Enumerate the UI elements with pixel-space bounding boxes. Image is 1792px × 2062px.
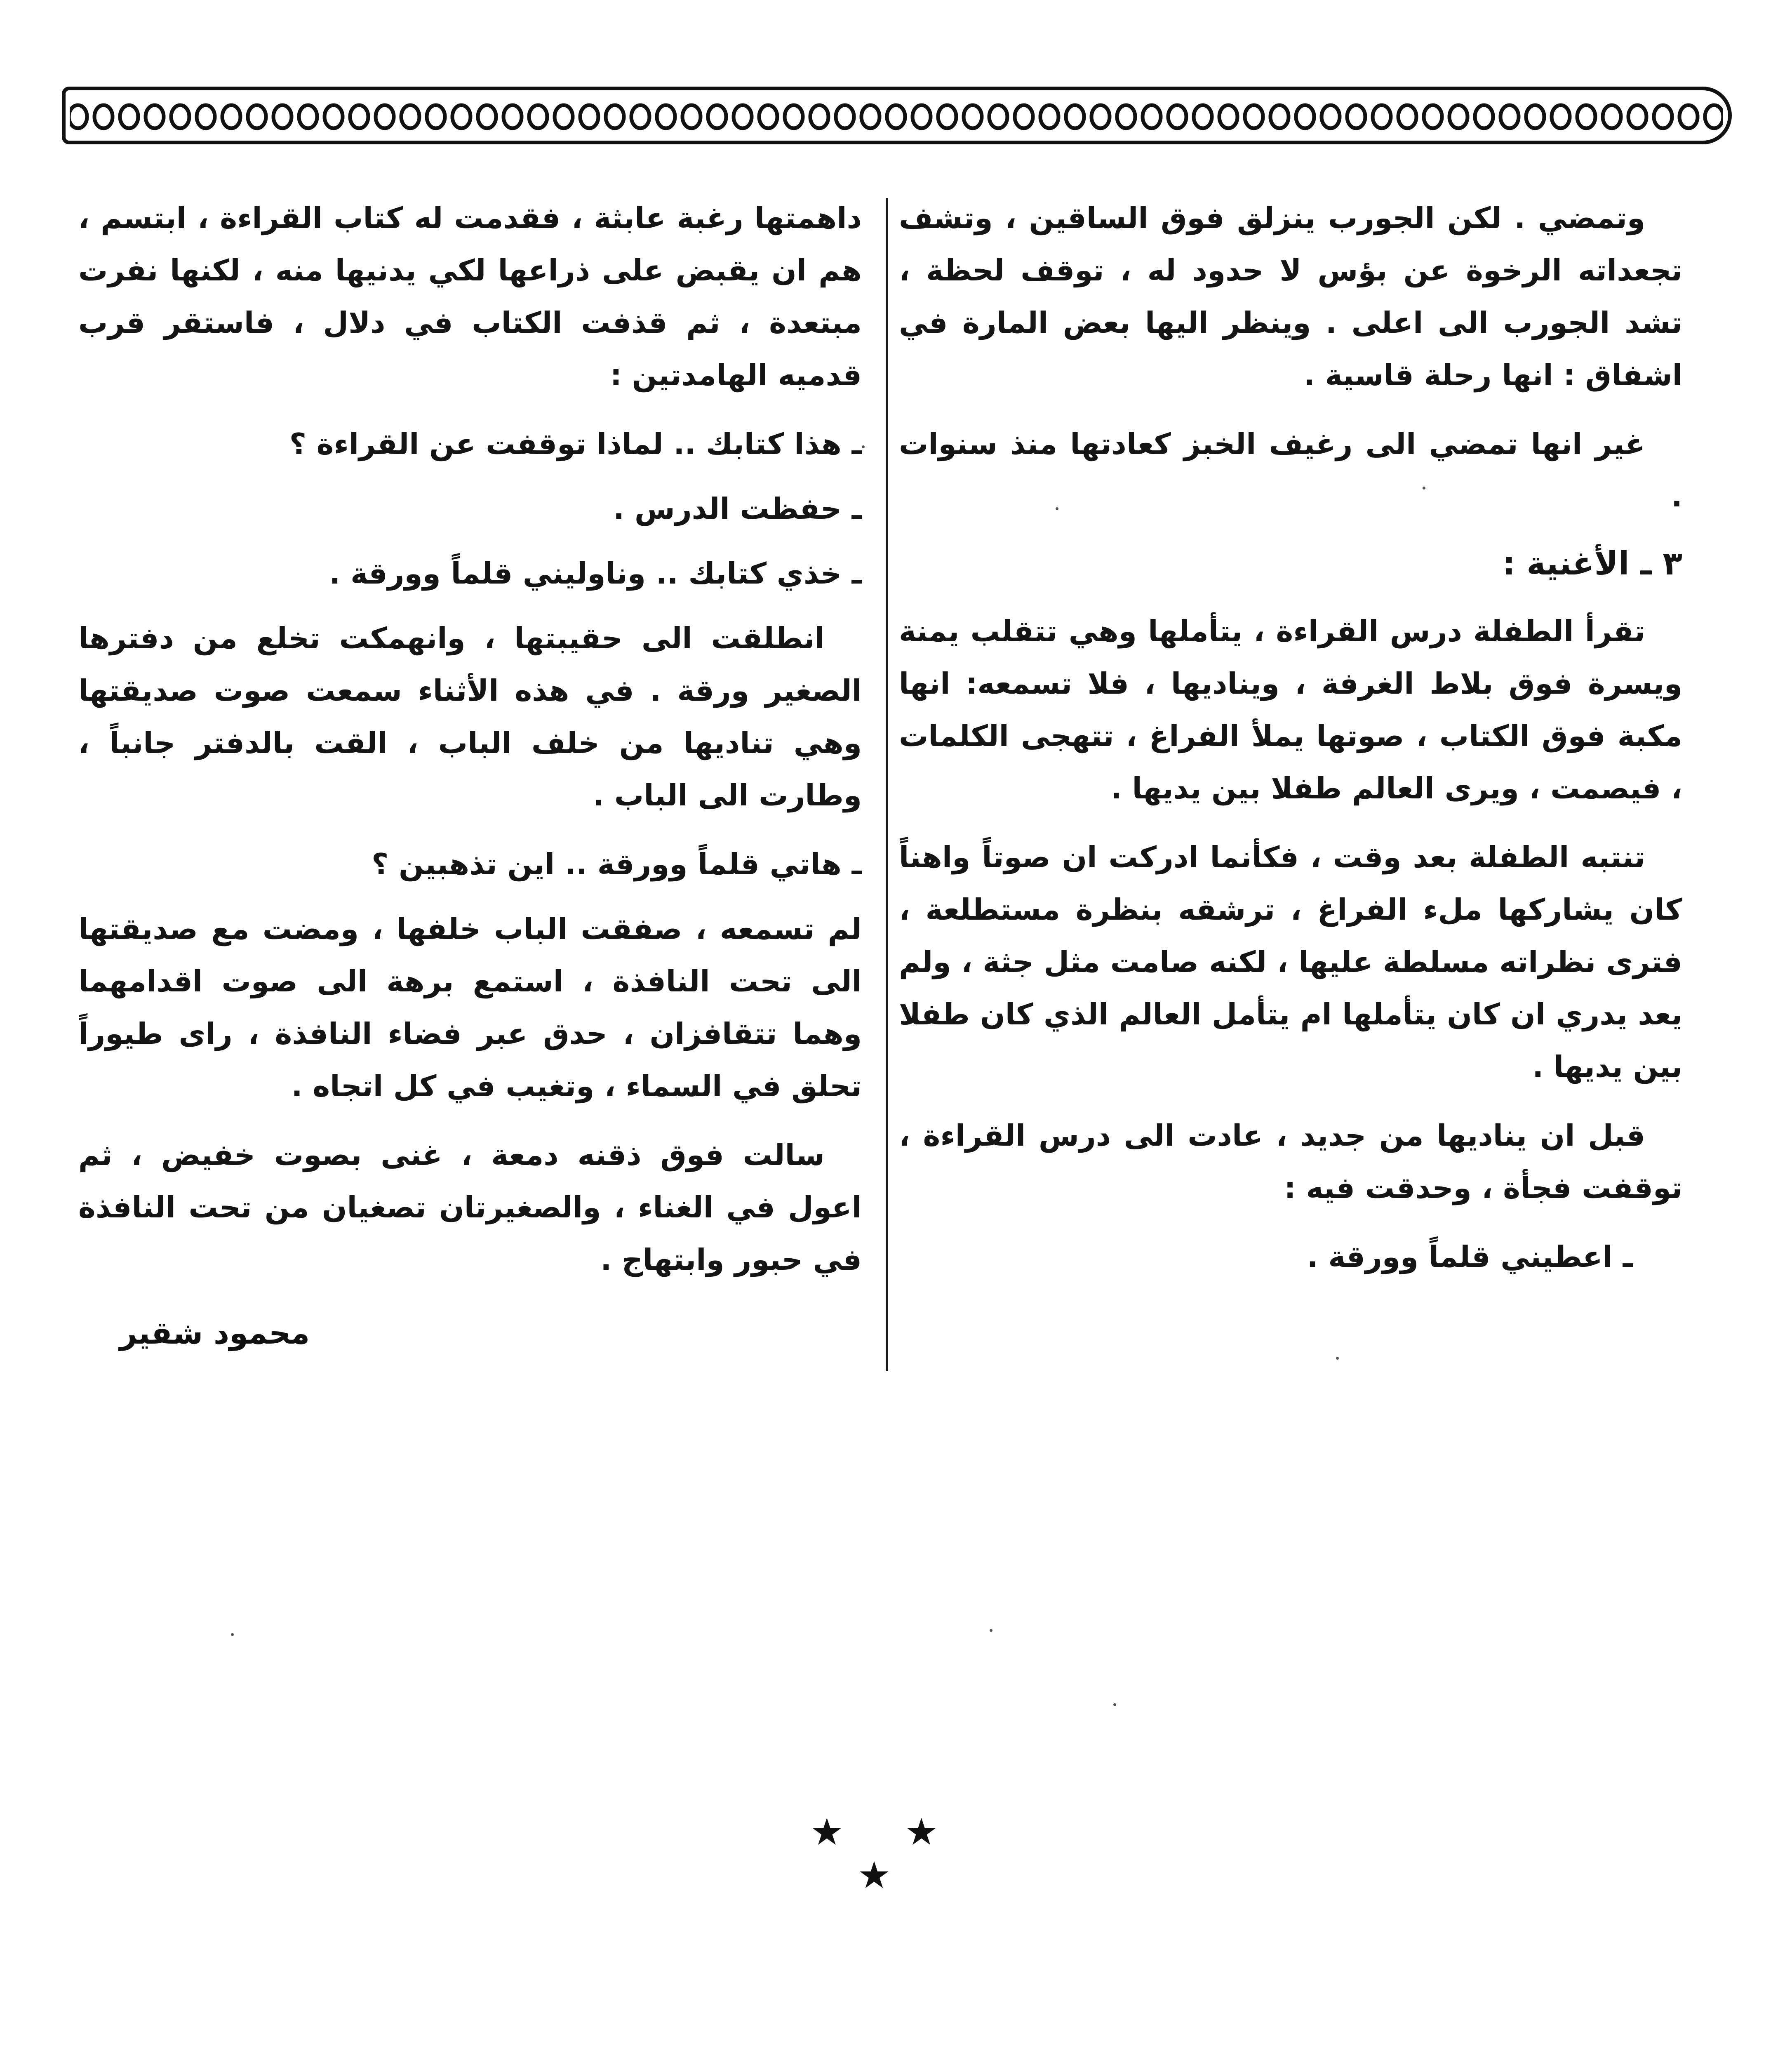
paragraph: تنتبه الطفلة بعد وقت ، فكأنما ادركت ان صوتاً واهناً كان يشاركها ملء الفراغ ، ترشقه بنظرة مستطلعة ، فترى نظراته مسلطة عليها ، لكنه صامت مثل جثة ، ولم يعد يدري ان كان يتأملها ام يتأمل العالم الذي كان طفلا بين يديها .	[899, 840, 1682, 1084]
author-signature: محمود شقير	[120, 1316, 310, 1351]
paragraph: لم تسمعه ، صفقت الباب خلفها ، ومضت مع صديقتها الى تحت النافذة ، استمع برهة الى صوت اقدامهما وهما تتقافزان ، حدق عبر فضاء النافذة ، راى طيوراً تحلق في السماء ، وتغيب في كل اتجاه .	[78, 912, 862, 1103]
dialogue-line: ـ هاتي قلماً وورقة .. اين تذهبين ؟	[372, 847, 862, 881]
section-heading: ٣ ـ الأغنية :	[1502, 545, 1682, 582]
paragraph: انطلقت الى حقيبتها ، وانهمكت تخلع من دفترها الصغير ورقة . في هذه الأثناء سمعت صوت صديقتها وهي تناديها من خلف الباب ، القت بالدفتر جانباً ، وطارت الى الباب .	[78, 621, 862, 812]
scan-speck	[1423, 487, 1425, 490]
dialogue-line: ـ حفظت الدرس .	[613, 492, 862, 526]
column-divider	[886, 198, 888, 1371]
scan-speck	[1056, 507, 1058, 510]
dialogue-line: ـ اعطيني قلماً وورقة .	[1307, 1240, 1633, 1274]
paragraph: وتمضي . لكن الجورب ينزلق فوق الساقين ، وتشف تجعداته الرخوة عن بؤس لا حدود له ، توقف لحظة ، تشد الجورب الى اعلى . وينظر اليها بعض المارة في اشفاق : انها رحلة قاسية .	[899, 201, 1682, 392]
paragraph: قبل ان يناديها من جديد ، عادت الى درس القراءة ، توقفت فجأة ، وحدقت فيه :	[899, 1118, 1682, 1205]
scan-speck	[231, 1633, 234, 1636]
scan-speck	[990, 1629, 992, 1632]
paragraph: سالت فوق ذقنه دمعة ، غنى بصوت خفيض ، ثم اعول في الغناء ، والصغيرتان تصغيان من تحت النافذة في حبور وابتهاج .	[78, 1138, 862, 1277]
paragraph: داهمتها رغبة عابثة ، فقدمت له كتاب القراءة ، ابتسم ، هم ان يقبض على ذراعها لكي يدنيها منه ، لكنها نفرت مبتعدة ، ثم قذفت الكتاب في دلال ، فاستقر قرب قدميه الهامدتين :	[78, 201, 862, 392]
right-column	[899, 192, 1682, 1295]
decorative-top-border	[62, 87, 1732, 144]
paragraph: غير انها تمضي الى رغيف الخبز كعادتها منذ سنوات .	[899, 427, 1682, 513]
left-column	[78, 192, 862, 1302]
ornament-pattern-icon	[70, 93, 1723, 138]
scan-speck	[1113, 1703, 1116, 1706]
dialogue-line: ـ هذا كتابك .. لماذا توقفت عن القراءة ؟	[289, 427, 862, 461]
section-break-stars: ★ ★ ★	[810, 1810, 963, 1897]
scan-speck	[1336, 1357, 1339, 1360]
scan-speck	[862, 445, 865, 448]
paragraph: تقرأ الطفلة درس القراءة ، يتأملها وهي تتقلب يمنة ويسرة فوق بلاط الغرفة ، ويناديها ، فلا تسمعه: انها مكبة فوق الكتاب ، صوتها يملأ الفراغ ، تتهجى الكلمات ، فيصمت ، ويرى العالم طفلا بين يديها .	[899, 614, 1682, 805]
dialogue-line: ـ خذي كتابك .. وناوليني قلماً وورقة .	[329, 556, 862, 591]
